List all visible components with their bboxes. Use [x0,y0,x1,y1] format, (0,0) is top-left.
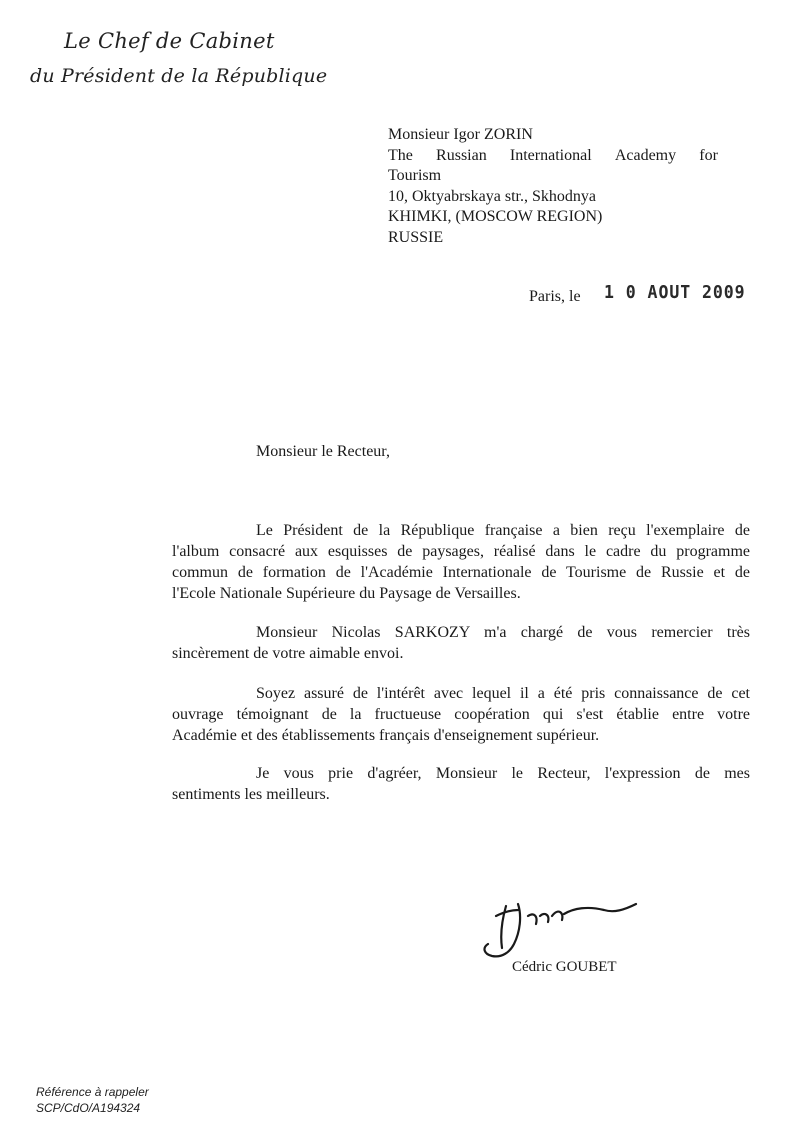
paragraph-4-cont [172,784,750,805]
recipient-street: 10, Oktyabrskaya str., Skhodnya [388,187,596,205]
org-word: Academy [614,146,677,164]
paragraph-1 [256,520,750,541]
salutation: Monsieur le Recteur, [256,443,390,460]
paragraph-1-cont [172,541,750,604]
paragraph-line: sincèrement de votre aimable envoi. [172,645,404,662]
letterhead-title: Le Chef de Cabinet [64,29,275,53]
org-word: Russian [436,146,487,164]
reference-label: Référence à rappeler [36,1085,149,1099]
reference-code: SCP/CdO/A194324 [36,1101,141,1115]
paragraph-line: l'Ecole Nationale Supérieure du Paysage de Versailles. [172,585,521,602]
recipient-city: KHIMKI, (MOSCOW REGION) [388,208,603,225]
recipient-org-line2: Tourism [388,167,442,184]
paragraph-line: Je vous prie d'agréer, Monsieur le Recteur, l'expression de mes [256,765,750,782]
date-place: Paris, le [529,288,581,305]
paragraph-3 [256,683,750,704]
paragraph-line: Soyez assuré de l'intérêt avec lequel il a été pris connaissance de cet [256,685,750,702]
paragraph-line: l'album consacré aux esquisses de paysages, réalisé dans le cadre du programme [172,543,750,560]
paragraph-line: ouvrage témoignant de la fructueuse coopération qui s'est établie entre votre [172,706,750,723]
recipient-address [388,125,718,248]
paragraph-2 [256,622,750,643]
paragraph-line: Le Président de la République française a bien reçu l'exemplaire de [256,522,750,539]
paragraph-2-cont [172,643,750,664]
paragraph-line: sentiments les meilleurs. [172,786,330,803]
date-stamp: 1 0 AOUT 2009 [604,282,746,303]
paragraph-line: Monsieur Nicolas SARKOZY m'a chargé de vous remercier très [256,624,750,641]
paragraph-line: commun de formation de l'Académie Internationale de Tourisme de Russie et de [172,564,750,581]
reference-block [36,1084,149,1116]
org-word: for [699,146,718,164]
recipient-org-line1 [388,146,718,167]
paragraph-4 [256,763,750,784]
letterhead-subtitle: du Président de la République [30,65,328,87]
recipient-name: Monsieur Igor ZORIN [388,126,533,143]
signatory-name: Cédric GOUBET [512,959,617,975]
recipient-country: RUSSIE [388,228,444,246]
paragraph-3-cont [172,704,750,746]
org-word: The [388,146,413,164]
paragraph-line: Académie et des établissements français d'enseignement supérieur. [172,727,600,744]
org-word: International [509,146,592,164]
